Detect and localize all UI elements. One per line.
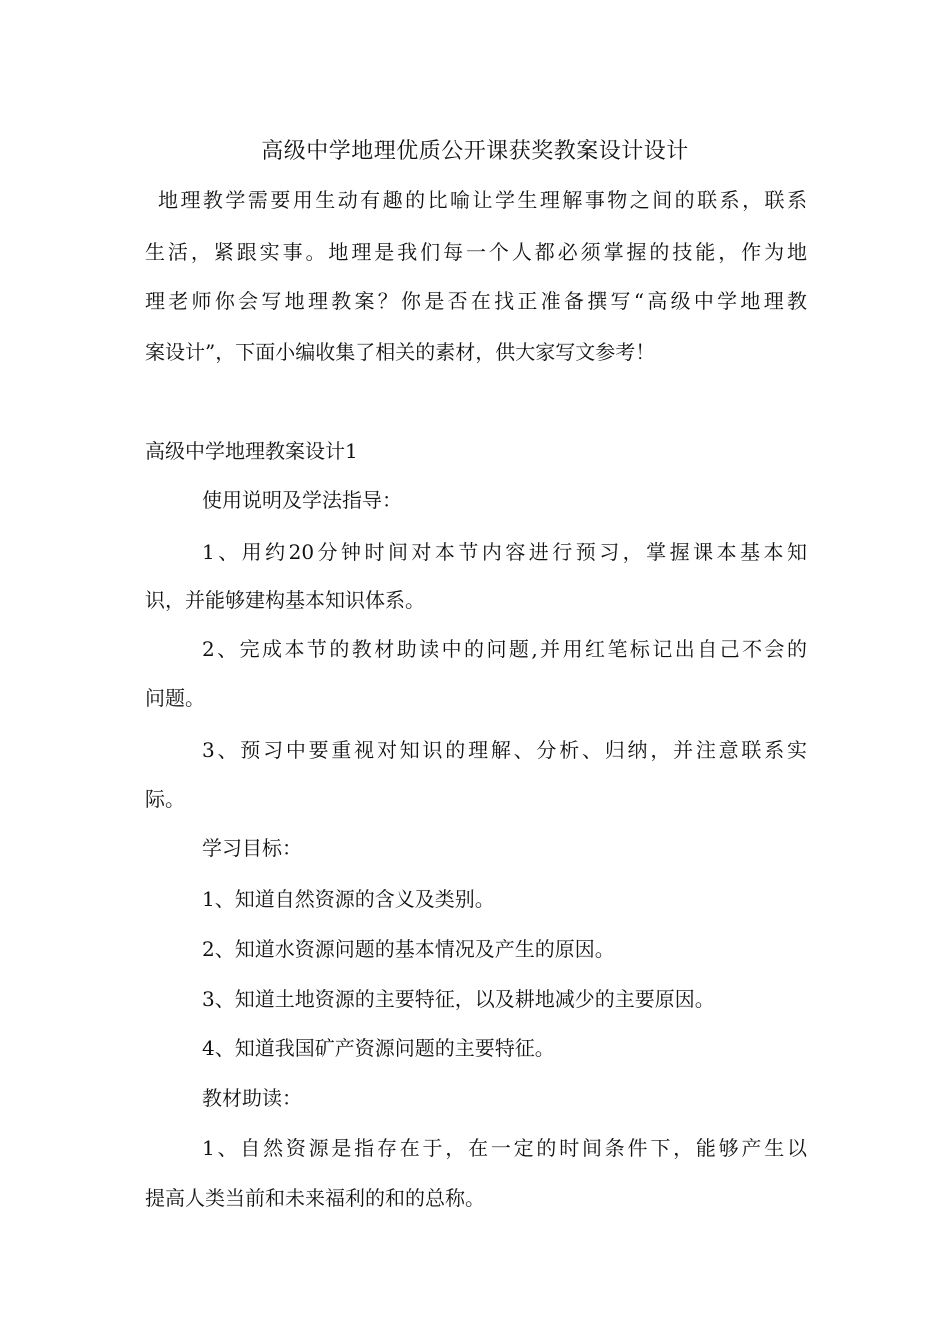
reading-heading: 教材助读： bbox=[202, 1086, 302, 1110]
document-title: 高级中学地理优质公开课获奖教案设计设计 bbox=[261, 139, 689, 164]
reading-item-1-line-2: 提高人类当前和未来福利的和的总称。 bbox=[145, 1186, 485, 1210]
usage-item-2-line-1: 2、完成本节的教材助读中的问题,并用红笔标记出自己不会的 bbox=[202, 637, 807, 661]
section-heading: 高级中学地理教案设计1 bbox=[145, 439, 358, 463]
intro-line-4: 案设计”，下面小编收集了相关的素材，供大家写文参考！ bbox=[145, 340, 656, 364]
intro-line-3: 理老师你会写地理教案？你是否在找正准备撰写“高级中学地理教 bbox=[145, 289, 807, 313]
objective-item-2: 2、知道水资源问题的基本情况及产生的原因。 bbox=[202, 937, 615, 961]
usage-item-3-line-2: 际。 bbox=[145, 787, 185, 811]
usage-item-2-line-2: 问题。 bbox=[145, 686, 205, 710]
objective-item-3: 3、知道土地资源的主要特征，以及耕地减少的主要原因。 bbox=[202, 987, 715, 1011]
objectives-heading: 学习目标： bbox=[202, 836, 302, 860]
intro-line-2: 生活，紧跟实事。地理是我们每一个人都必须掌握的技能，作为地 bbox=[145, 240, 807, 264]
reading-item-1-line-1: 1、自然资源是指存在于，在一定的时间条件下，能够产生以 bbox=[202, 1136, 807, 1160]
usage-item-1-line-1: 1、用约20分钟时间对本节内容进行预习，掌握课本基本知 bbox=[202, 540, 807, 564]
objective-item-1: 1、知道自然资源的含义及类别。 bbox=[202, 887, 495, 911]
intro-line-1: 地理教学需要用生动有趣的比喻让学生理解事物之间的联系，联系 bbox=[158, 188, 807, 212]
usage-item-3-line-1: 3、预习中要重视对知识的理解、分析、归纳，并注意联系实 bbox=[202, 738, 807, 762]
objective-item-4: 4、知道我国矿产资源问题的主要特征。 bbox=[202, 1036, 555, 1060]
usage-item-1-line-2: 识，并能够建构基本知识体系。 bbox=[145, 588, 425, 612]
usage-heading: 使用说明及学法指导： bbox=[202, 488, 402, 512]
